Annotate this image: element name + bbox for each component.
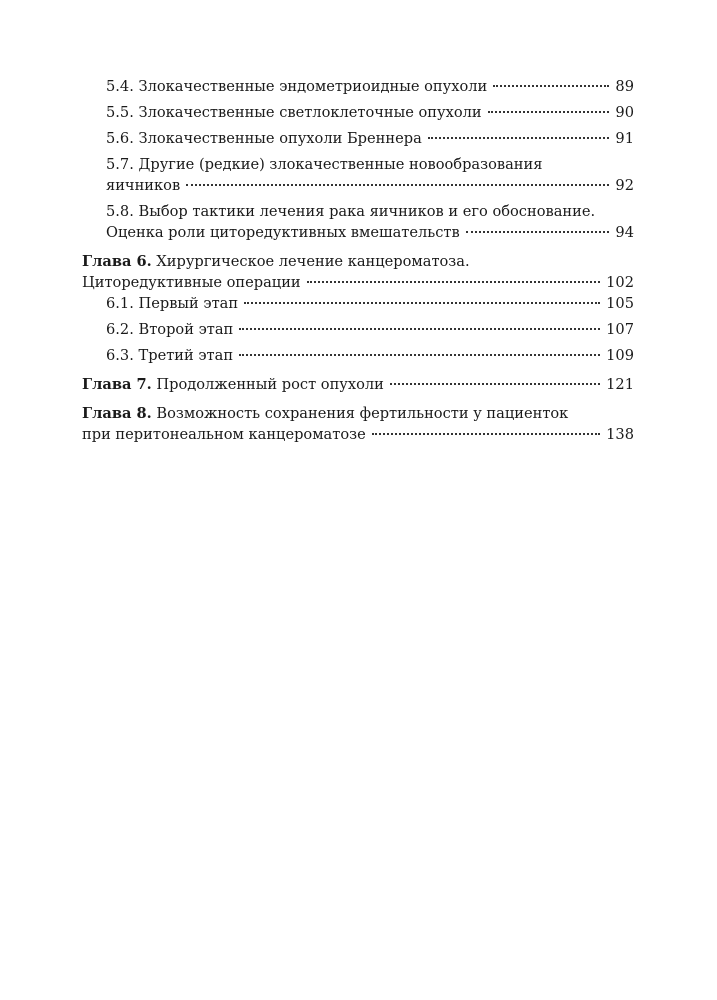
dot-leader [239, 354, 600, 356]
toc-entry-chapter-8 [82, 403, 634, 445]
page-number: 92 [615, 177, 634, 194]
entry-number: 6.3. [106, 347, 134, 364]
entry-number: 5.4. [106, 78, 134, 95]
toc-entry-chapter-7 [82, 374, 634, 395]
page-number: 105 [606, 295, 634, 312]
page-number: 91 [615, 130, 634, 147]
toc-entry-5-4 [106, 76, 634, 97]
page-number: 107 [606, 321, 634, 338]
page-number: 102 [606, 274, 634, 291]
entry-number: 5.5. [106, 104, 134, 121]
toc-entry-5-7 [106, 154, 634, 196]
entry-title: Злокачественные светлоклеточные опухоли [138, 104, 482, 121]
dot-leader [244, 302, 600, 304]
dot-leader [307, 281, 600, 283]
dot-leader [372, 433, 600, 435]
entry-title: Хирургическое лечение канцероматоза. [156, 253, 470, 270]
entry-number: 5.7. [106, 156, 134, 173]
entry-number: 6.2. [106, 321, 134, 338]
entry-title-continued: Циторедуктивные операции [82, 274, 301, 291]
chapter-label: Глава 7. [82, 376, 152, 393]
page-number: 121 [606, 376, 634, 393]
dot-leader [239, 328, 600, 330]
entry-title: Второй этап [138, 321, 234, 338]
dot-leader [390, 383, 600, 385]
entry-number: 5.6. [106, 130, 134, 147]
toc-entry-6-2 [106, 319, 634, 340]
entry-number: 5.8. [106, 203, 134, 220]
entry-title: Продолженный рост опухоли [156, 376, 384, 393]
entry-title: Первый этап [138, 295, 239, 312]
table-of-contents [82, 76, 634, 445]
page-number: 89 [615, 78, 634, 95]
page-number: 90 [615, 104, 634, 121]
entry-number: 6.1. [106, 295, 134, 312]
entry-title-continued: яичников [106, 177, 181, 194]
entry-title: Третий этап [138, 347, 234, 364]
toc-entry-6-3 [106, 345, 634, 366]
entry-title: Другие (редкие) злокачественные новообразования [138, 156, 543, 173]
page-number: 94 [615, 224, 634, 241]
page-number: 138 [606, 426, 634, 443]
toc-entry-5-6 [106, 128, 634, 149]
dot-leader [493, 85, 609, 87]
page-number: 109 [606, 347, 634, 364]
toc-entry-chapter-6 [82, 251, 634, 293]
entry-title-continued: Оценка роли циторедуктивных вмешательств [106, 224, 460, 241]
dot-leader [428, 137, 610, 139]
entry-title: Злокачественные опухоли Бреннера [138, 130, 422, 147]
chapter-label: Глава 6. [82, 253, 152, 270]
toc-entry-5-8 [106, 201, 634, 243]
chapter-label: Глава 8. [82, 405, 152, 422]
toc-entry-6-1 [106, 293, 634, 314]
toc-entry-5-5 [106, 102, 634, 123]
entry-title: Злокачественные эндометриоидные опухоли [138, 78, 488, 95]
entry-title-continued: при перитонеальном канцероматозе [82, 426, 366, 443]
dot-leader [488, 111, 610, 113]
dot-leader [466, 231, 610, 233]
entry-title: Возможность сохранения фертильности у пациенток [156, 405, 569, 422]
dot-leader [186, 184, 609, 186]
entry-title: Выбор тактики лечения рака яичников и его обоснование. [138, 203, 596, 220]
